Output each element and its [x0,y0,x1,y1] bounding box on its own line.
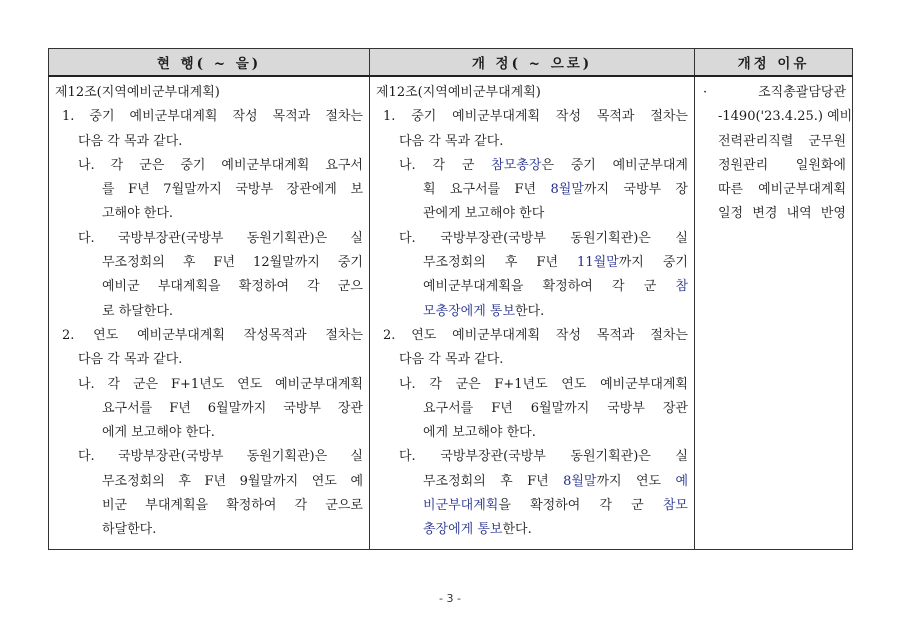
header-revised: 개 정( ~ 으로) [370,49,695,77]
subitem-na-line: 에게 보고해야 한다. [423,425,536,441]
changed-text: 11월말 [577,255,619,271]
subitem-da-line: 비군 부대계획을 확정하여 각 군으로 [102,498,363,514]
subitem-da-line: 무조정회의 후 F년 9월말까지 연도 예 [102,473,363,489]
subitem-na-line: 나. 각 군은 F+1년도 연도 예비군부대계획 [78,376,363,392]
reason-line: 정원관리 일원화에 [718,157,846,173]
subitem-da-line: 비군부대계획을 확정하여 각 군 참모 [423,498,688,514]
subitem-na-line: 요구서를 F년 6월말까지 국방부 장관 [423,400,688,416]
changed-text: 참모총장 [491,157,542,173]
article-title: 제12조(지역예비군부대계획) [55,85,220,100]
changed-text: 예 [675,473,688,489]
item-1-line: 1. 중기 예비군부대계획 작성 목적과 절차는 [383,109,688,125]
item-2-line: 2. 연도 예비군부대계획 작성목적과 절차는 [62,327,363,343]
subitem-da-line: 로 하달한다. [102,303,174,319]
reason-line: -1490('23.4.25.) 예비 [718,109,853,125]
item-2-line: 다음 각 목과 같다. [78,352,183,368]
comparison-table [48,48,853,550]
subitem-da-line: 예비군부대계획을 확정하여 각 군 참 [423,279,688,295]
changed-text: 모총장에게 통보 [423,303,516,319]
subitem-da-line: 총장에게 통보한다. [423,522,532,538]
changed-text: 참모 [662,498,688,514]
changed-text: 8월말 [563,473,597,489]
subitem-da-line: 다. 국방부장관(국방부 동원기획관)은 실 [78,230,363,246]
item-1-line: 1. 중기 예비군부대계획 작성 목적과 절차는 [62,109,363,125]
changed-text: 참 [675,279,688,295]
changed-text: 8월말 [550,182,584,198]
subitem-na-line: 나. 각 군 참모총장은 중기 예비군부대계 [399,157,688,173]
header-row [49,49,853,77]
subitem-da-line: 무조정회의 후 F년 12월말까지 중기 [102,255,363,271]
page-number: - 3 - [439,592,461,605]
current-column [49,76,370,549]
subitem-na-line: 나. 각 군은 중기 예비군부대계획 요구서 [78,157,363,173]
subitem-na-line: 관에게 보고해야 한다 [423,206,545,222]
subitem-na-line: 를 F년 7월말까지 국방부 장관에게 보 [102,182,363,198]
content-row [49,76,853,549]
revised-column [370,76,695,549]
item-2-line: 다음 각 목과 같다. [399,352,504,368]
subitem-da-line: 다. 국방부장관(국방부 동원기획관)은 실 [399,230,688,246]
subitem-da-line: 무조정회의 후 F년 8월말까지 연도 예 [423,473,688,489]
subitem-na-line: 획 요구서를 F년 8월말까지 국방부 장 [423,182,688,198]
subitem-na-line: 요구서를 F년 6월말까지 국방부 장관 [102,400,363,416]
header-current: 현 행( ~ 을) [49,49,370,77]
subitem-da-line: 다. 국방부장관(국방부 동원기획관)은 실 [399,449,688,465]
subitem-da-line: 모총장에게 통보한다. [423,303,545,319]
reason-column [695,76,853,549]
item-1-line: 다음 각 목과 같다. [78,133,183,149]
reason-line: 따른 예비군부대계획 [718,182,846,198]
changed-text: 총장에게 통보 [423,522,503,538]
header-reason: 개정 이유 [695,49,853,77]
item-1-line: 다음 각 목과 같다. [399,133,504,149]
subitem-na-line: 고해야 한다. [102,206,174,222]
subitem-da-line: 예비군 부대계획을 확정하여 각 군으 [102,279,363,295]
reason-line: 일정 변경 내역 반영 [718,206,846,222]
item-2-line: 2. 연도 예비군부대계획 작성 목적과 절차는 [383,327,688,343]
subitem-da-line: 다. 국방부장관(국방부 동원기획관)은 실 [78,449,363,465]
subitem-na-line: 나. 각 군은 F+1년도 연도 예비군부대계획 [399,376,688,392]
subitem-na-line: 에게 보고해야 한다. [102,425,215,441]
subitem-da-line: 무조정회의 후 F년 11월말까지 중기 [423,255,688,271]
article-title: 제12조(지역예비군부대계획) [376,85,541,100]
reason-line: 전력관리직렬 군무원 [718,133,846,149]
subitem-da-line: 하달한다. [102,522,157,538]
reason-line: · 조직총괄담당관 [703,85,846,100]
changed-text: 비군부대계획 [423,498,499,514]
